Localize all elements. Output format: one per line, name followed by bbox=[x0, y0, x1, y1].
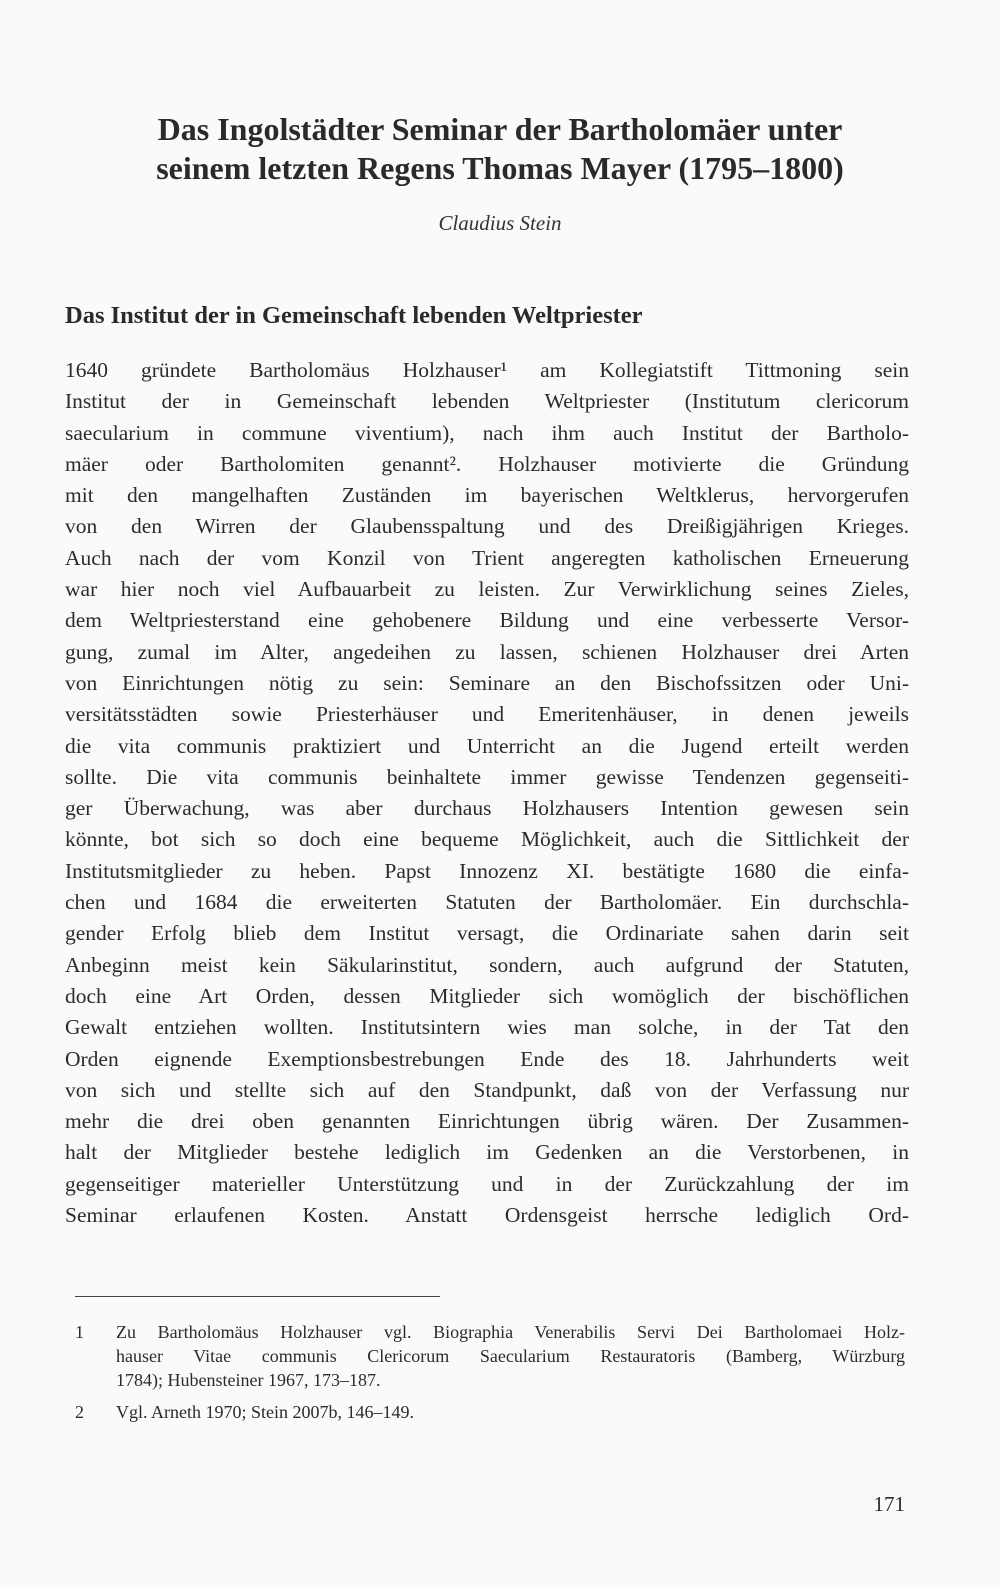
title-line: seinem letzten Regens Thomas Mayer (1795–1800) bbox=[156, 150, 844, 186]
footnote-divider bbox=[75, 1296, 440, 1297]
article-title bbox=[80, 110, 920, 188]
body-line: Seminar erlaufenen Kosten. Anstatt Ordensgeist herrsche lediglich Ord- bbox=[65, 1203, 909, 1228]
section-heading: Das Institut der in Gemeinschaft lebenden Weltpriester bbox=[65, 302, 643, 329]
body-line: saecularium in commune viventium), nach ihm auch Institut der Bartholo- bbox=[65, 420, 909, 445]
footnote-text bbox=[116, 1400, 905, 1424]
title-line: Das Ingolstädter Seminar der Bartholomäer unter bbox=[157, 111, 843, 147]
footnote-text bbox=[116, 1320, 905, 1392]
body-line: von Einrichtungen nötig zu sein: Seminare an den Bischofssitzen oder Uni- bbox=[65, 670, 909, 695]
body-line: Institut der in Gemeinschaft lebenden Weltpriester (Institutum clericorum bbox=[65, 389, 909, 414]
body-line: mit den mangelhaften Zuständen im bayerischen Weltklerus, hervorgerufen bbox=[65, 483, 909, 508]
body-line: die vita communis praktiziert und Unterricht an die Jugend erteilt werden bbox=[65, 733, 909, 758]
body-line: gegenseitiger materieller Unterstützung und in der Zurückzahlung der im bbox=[65, 1171, 909, 1196]
body-line: gender Erfolg blieb dem Institut versagt, die Ordinariate sahen darin seit bbox=[65, 921, 909, 946]
author-name: Claudius Stein bbox=[438, 211, 562, 235]
body-line: doch eine Art Orden, dessen Mitglieder sich womöglich der bischöflichen bbox=[65, 983, 909, 1008]
body-line: halt der Mitglieder bestehe lediglich im Gedenken an die Verstorbenen, in bbox=[65, 1140, 909, 1165]
footnote-number: 1 bbox=[75, 1322, 84, 1342]
body-line: war hier noch viel Aufbauarbeit zu leisten. Zur Verwirklichung seines Zieles, bbox=[65, 577, 909, 602]
body-line: Institutsmitglieder zu heben. Papst Innozenz XI. bestätigte 1680 die einfa- bbox=[65, 858, 909, 883]
body-line: gung, zumal im Alter, angedeihen zu lassen, schienen Holzhauser drei Arten bbox=[65, 639, 909, 664]
body-text bbox=[65, 355, 909, 1231]
footnote-line: 1784); Hubensteiner 1967, 173–187. bbox=[116, 1370, 381, 1390]
body-line: versitätsstädten sowie Priesterhäuser und Emeritenhäuser, in denen jeweils bbox=[65, 702, 909, 727]
footnote-number: 2 bbox=[75, 1402, 84, 1422]
body-line: Auch nach der vom Konzil von Trient angeregten katholischen Erneuerung bbox=[65, 545, 909, 570]
body-line: chen und 1684 die erweiterten Statuten der Bartholomäer. Ein durchschla- bbox=[65, 890, 909, 915]
body-line: 1640 gründete Bartholomäus Holzhauser¹ am Kollegiatstift Tittmoning sein bbox=[65, 358, 909, 382]
footnote-line: Zu Bartholomäus Holzhauser vgl. Biographia Venerabilis Servi Dei Bartholomaei Holz- bbox=[116, 1322, 905, 1342]
page-number: 171 bbox=[873, 1492, 905, 1516]
body-line: von den Wirren der Glaubensspaltung und des Dreißigjährigen Krieges. bbox=[65, 514, 909, 539]
body-line: von sich und stellte sich auf den Standpunkt, daß von der Verfassung nur bbox=[65, 1077, 909, 1102]
body-line: Gewalt entziehen wollten. Institutsintern wies man solche, in der Tat den bbox=[65, 1015, 909, 1040]
body-line: könnte, bot sich so doch eine bequeme Möglichkeit, auch die Sittlichkeit der bbox=[65, 827, 909, 852]
body-line: mehr die drei oben genannten Einrichtungen übrig wären. Der Zusammen- bbox=[65, 1109, 909, 1134]
body-line: dem Weltpriesterstand eine gehobenere Bildung und eine verbesserte Versor- bbox=[65, 608, 909, 633]
body-line: Anbeginn meist kein Säkularinstitut, sondern, auch aufgrund der Statuten, bbox=[65, 952, 909, 977]
footnote-line: Vgl. Arneth 1970; Stein 2007b, 146–149. bbox=[116, 1402, 414, 1422]
body-line: Orden eignende Exemptionsbestrebungen Ende des 18. Jahrhunderts weit bbox=[65, 1046, 909, 1071]
body-line: mäer oder Bartholomiten genannt². Holzhauser motivierte die Gründung bbox=[65, 451, 909, 476]
body-line: ger Überwachung, was aber durchaus Holzhausers Intention gewesen sein bbox=[65, 796, 909, 821]
footnote-line: hauser Vitae communis Clericorum Saecularium Restauratoris (Bamberg, Würzburg bbox=[116, 1346, 905, 1366]
body-line: sollte. Die vita communis beinhaltete immer gewisse Tendenzen gegenseiti- bbox=[65, 764, 909, 789]
